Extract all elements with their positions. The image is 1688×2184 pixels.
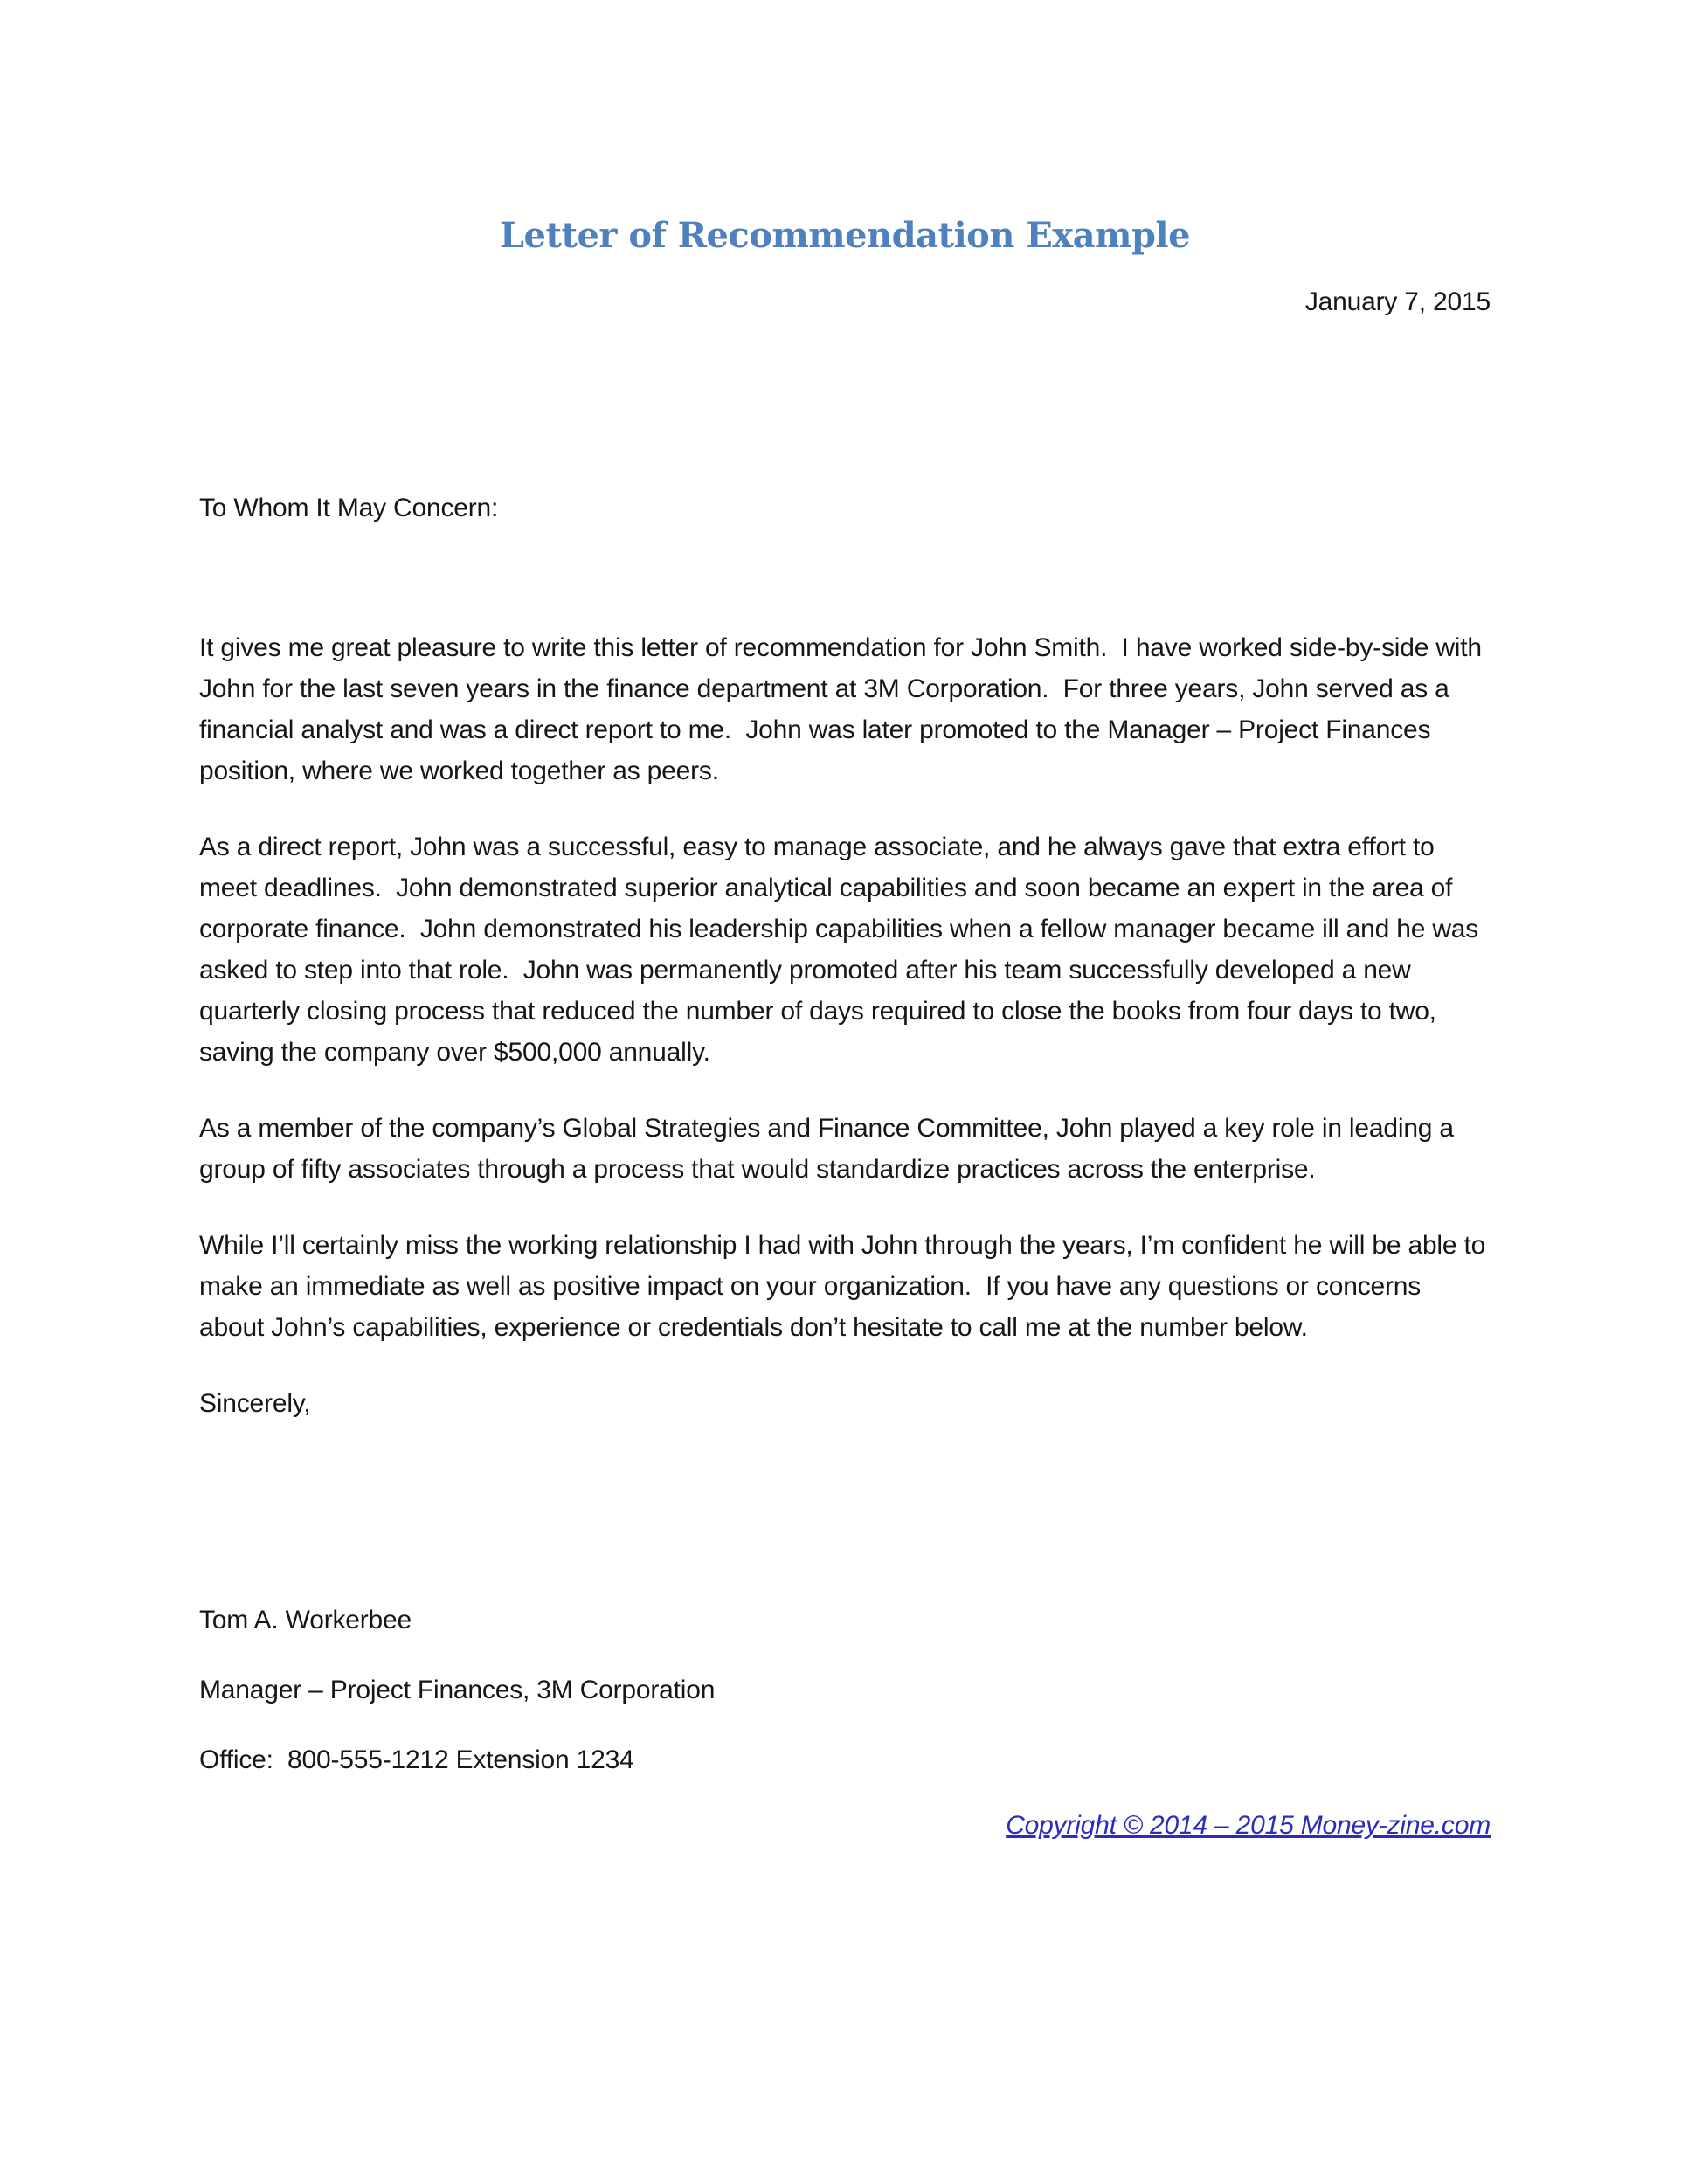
footer xyxy=(199,1805,1491,1846)
letter-paragraph-2: As a direct report, John was a successful, easy to manage associate, and he always gave that extra effort to meet deadlines. John demonstrated superior analytical capabilities and soon became an expert in the area of corporate finance. John demonstrated his leadership capabilities when a fellow manager became ill and he was asked to step into that role. John was permanently promoted after his team successfully developed a new quarterly closing process that reduced the number of days required to close the books from four days to two, saving the company over $500,000 annually. xyxy=(199,833,1486,1067)
letter-paragraph-4: While I’ll certainly miss the working relationship I had with John through the years, I’m confident he will be able to make an immediate as well as positive impact on your organization. If you have any questions or concerns about John’s capabilities, experience or credentials don’t hesitate to call me at the number below. xyxy=(199,1231,1493,1342)
letter-paragraph-1: It gives me great pleasure to write this letter of recommendation for John Smith. I have worked side-by-side with John for the last seven years in the finance department at 3M Corporation. For three years, John served as a financial analyst and was a direct report to me. John was later promoted to the Manager – Project Finances position, where we worked together as peers. xyxy=(199,633,1490,785)
copyright-link[interactable]: Copyright © 2014 – 2015 Money-zine.com xyxy=(1006,1811,1491,1840)
signature-name: Tom A. Workerbee xyxy=(199,1606,412,1635)
letter-greeting: To Whom It May Concern: xyxy=(199,494,499,522)
letter-closing: Sincerely, xyxy=(199,1389,311,1418)
signature-job-title: Manager – Project Finances, 3M Corporation xyxy=(199,1676,716,1704)
letter-paragraph-3: As a member of the company’s Global Strategies and Finance Committee, John played a key role in leading a group of fifty associates through a process that would standardize practices across the enterprise. xyxy=(199,1114,1462,1184)
signature-office-phone: Office: 800-555-1212 Extension 1234 xyxy=(199,1745,634,1774)
document-title: Letter of Recommendation Example xyxy=(499,215,1191,256)
letter-date: January 7, 2015 xyxy=(1304,287,1491,316)
